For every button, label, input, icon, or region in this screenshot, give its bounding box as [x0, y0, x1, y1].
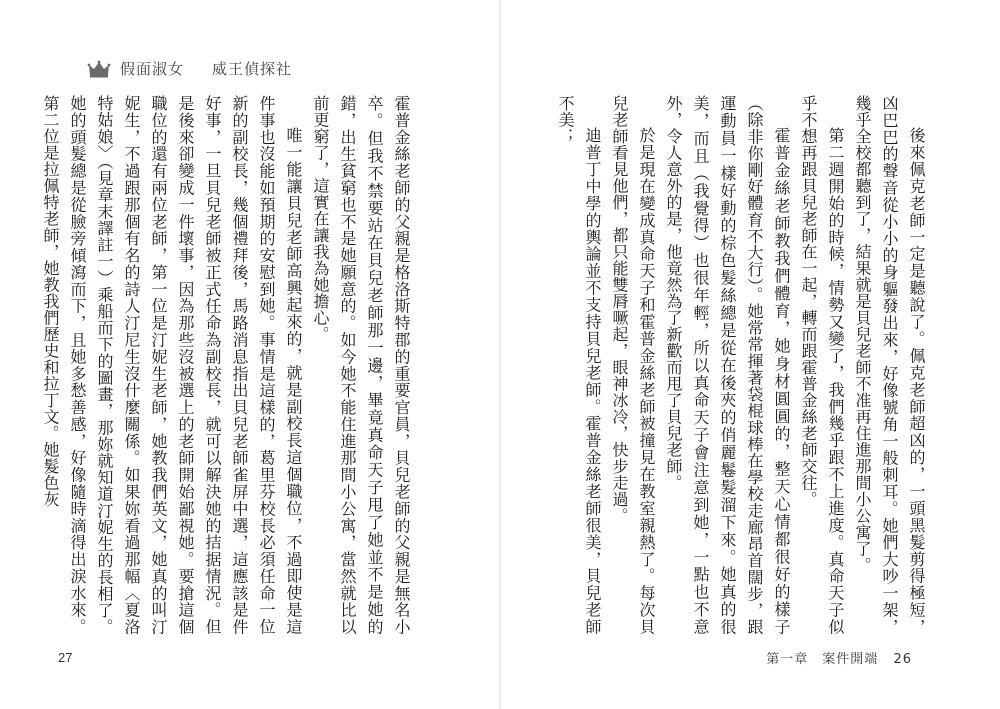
- right-paragraph-5: 迪普丁中學的輿論並不支持貝兒老師。霍普金絲老師很美，貝兒老師不美；: [556, 95, 602, 635]
- chapter-label: [766, 648, 912, 667]
- right-paragraph-3: 霍普金絲老師教我們體育，她身材圓圓的，整天心情都很好的樣子（除非你剛好體育不大行）。她常常揮著袋棍球棒在學校走廊昂首闊步，跟運動員一樣好動的棕色髮絲總是從在後夾的俏麗鬈髮溜下來。她真的很美，而且（我覺得）也很年輕，所以真命天子會注意到她，一點也不意外，令人意外的是，他竟然為了新歡而甩了貝兒老師。: [664, 95, 791, 635]
- right-paragraph-4: 於是現在變成真命天子和霍普金絲老師被撞見在教室親熱了。每次貝兒老師看見他們，都只能雙脣噘起，眼神冰冷，快步走過。: [610, 95, 656, 635]
- running-head: [88, 58, 292, 79]
- left-page-body: [41, 95, 415, 635]
- right-paragraph-2: 第二週開始的時候，情勢又變了，我們幾乎跟不上進度。真命天子似乎不想再跟貝兒老師在一起，轉而跟霍普金絲老師交往。: [799, 95, 845, 635]
- left-paragraph-2: 唯一能讓貝兒老師高興起來的，就是副校長這個職位，不過即使是這件事也沒能如預期的安慰到她。事情是這樣的，葛里芬校長必須任命一位新的副校長，幾個禮拜後，馬路消息指出貝兒老師雀屏中選，這應該是件好事，一旦貝兒老師被正式任命為副校長，就可以解決她的拮据情況。但是後來卻變成一件壞事，因為那些沒被選上的老師開始鄙視她。要搶這個職位的還有兩位老師，第一位是汀妮生老師，她教我們英文，她真的叫汀妮生，不過跟那個有名的詩人汀尼生沒什麼關係。如果妳看過那幅〈夏洛特姑娘〉（見章末譯註一）乘船而下的圖畫，那妳就知道汀妮生的長相了。她的頭髮總是從臉旁傾瀉而下，且她多愁善感，好像隨時滴得出淚水來。第二位是拉佩特老師，她教我們歷史和拉丁文。她髮色灰: [41, 95, 303, 635]
- crown-icon: [88, 60, 110, 78]
- right-page-body: [556, 95, 930, 635]
- right-page: [500, 0, 1000, 709]
- left-page-number: 27: [58, 650, 73, 665]
- chapter-title: 第一章 案件開端: [766, 652, 879, 667]
- book-title: 假面淑女: [120, 60, 185, 78]
- right-paragraph-1: 後來佩克老師一定是聽說了。佩克老師超凶的，一頭黑髮剪得極短，凶巴巴的聲音從小小的身軀發出來，好像號角一般刺耳。她們大吵一架，幾乎全校都聽到了，結果就是貝兒老師不准再住進那間小公寓了。: [853, 95, 926, 635]
- left-paragraph-1: 霍普金絲老師的父親是格洛斯特郡的重要官員，貝兒老師的父親是無名小卒。但我不禁要站在貝兒老師那一邊，畢竟真命天子甩了她並不是她的錯，出生貧窮也不是她願意的。如今她不能住進那間小公寓，當然就比以前更窮了，這實在讓我為她擔心。: [311, 95, 411, 635]
- series-name: 威王偵探社: [212, 60, 293, 78]
- right-page-number: 26: [893, 652, 912, 667]
